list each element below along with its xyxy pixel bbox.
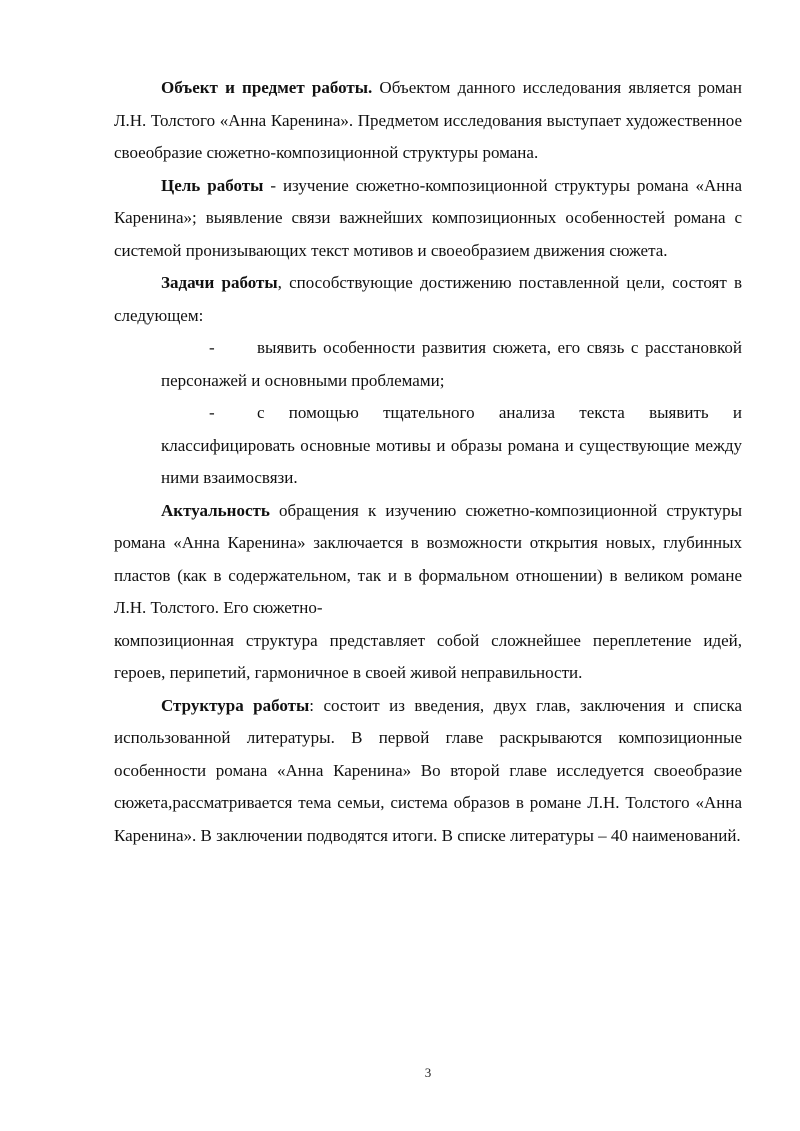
heading-tasks: Задачи работы [161,273,278,292]
heading-relevance: Актуальность [161,500,270,520]
text-object-subject: Объектом данного исследования является роман Л.Н. Толстого «Анна Каренина». Предметом исследования выступает художественное своеобразие сюжетно-композиционной структуры романа. [114,78,742,162]
heading-goal: Цель работы [161,175,264,195]
text-tasks: , способствующие достижению поставленной цели, состоят в следующем: [114,273,742,325]
heading-structure: Структура работы [161,695,310,715]
page-number: 3 [424,1065,432,1080]
list-dash: - [209,403,215,422]
text-relevance: обращения к изучению сюжетно-композиционной структуры романа «Анна Каренина» заключается в возможности открытия новых, глубинных пластов (как в содержательном, так и в формальном отношении) в великом романе Л.Н. Толстого. Его сюжетно- [114,500,742,617]
list-dash: - [209,338,215,357]
heading-object-subject: Объект и предмет работы. [161,78,373,97]
paragraph-relevance [114,495,742,625]
paragraph-structure [114,690,742,853]
text-structure: : состоит из введения, двух глав, заключения и списка использованной литературы. В первой главе раскрываются композиционные особенности романа «Анна Каренина» Во второй главе исследуется своеобразие сюжета,рассматривается тема семьи, система образов в романе Л.Н. Толстого «Анна Каренина». В заключении подводятся итоги. В списке литературы – 40 наименований. [114,695,742,845]
list-item [114,332,742,397]
list-item [114,397,742,495]
text-relevance-continued: композиционная структура представляет собой сложнейшее переплетение идей, героев, перипетий, гармоничное в своей живой неправильности. [114,630,742,682]
paragraph-object-subject [114,72,742,170]
paragraph-goal [114,170,742,268]
paragraph-relevance-continued [114,625,742,690]
list-item-text: выявить особенности развития сюжета, его связь с расстановкой персонажей и основными проблемами; [161,338,742,390]
list-item-text: с помощью тщательного анализа текста выявить и классифицировать основные мотивы и образы романа и существующие между ними взаимосвязи. [161,403,742,487]
paragraph-tasks [114,267,742,332]
text-goal: - изучение сюжетно-композиционной структуры романа «Анна Каренина»; выявление связи важнейших композиционных особенностей романа с системой пронизывающих текст мотивов и своеобразием движения сюжета. [114,175,742,260]
body-text [114,72,742,852]
